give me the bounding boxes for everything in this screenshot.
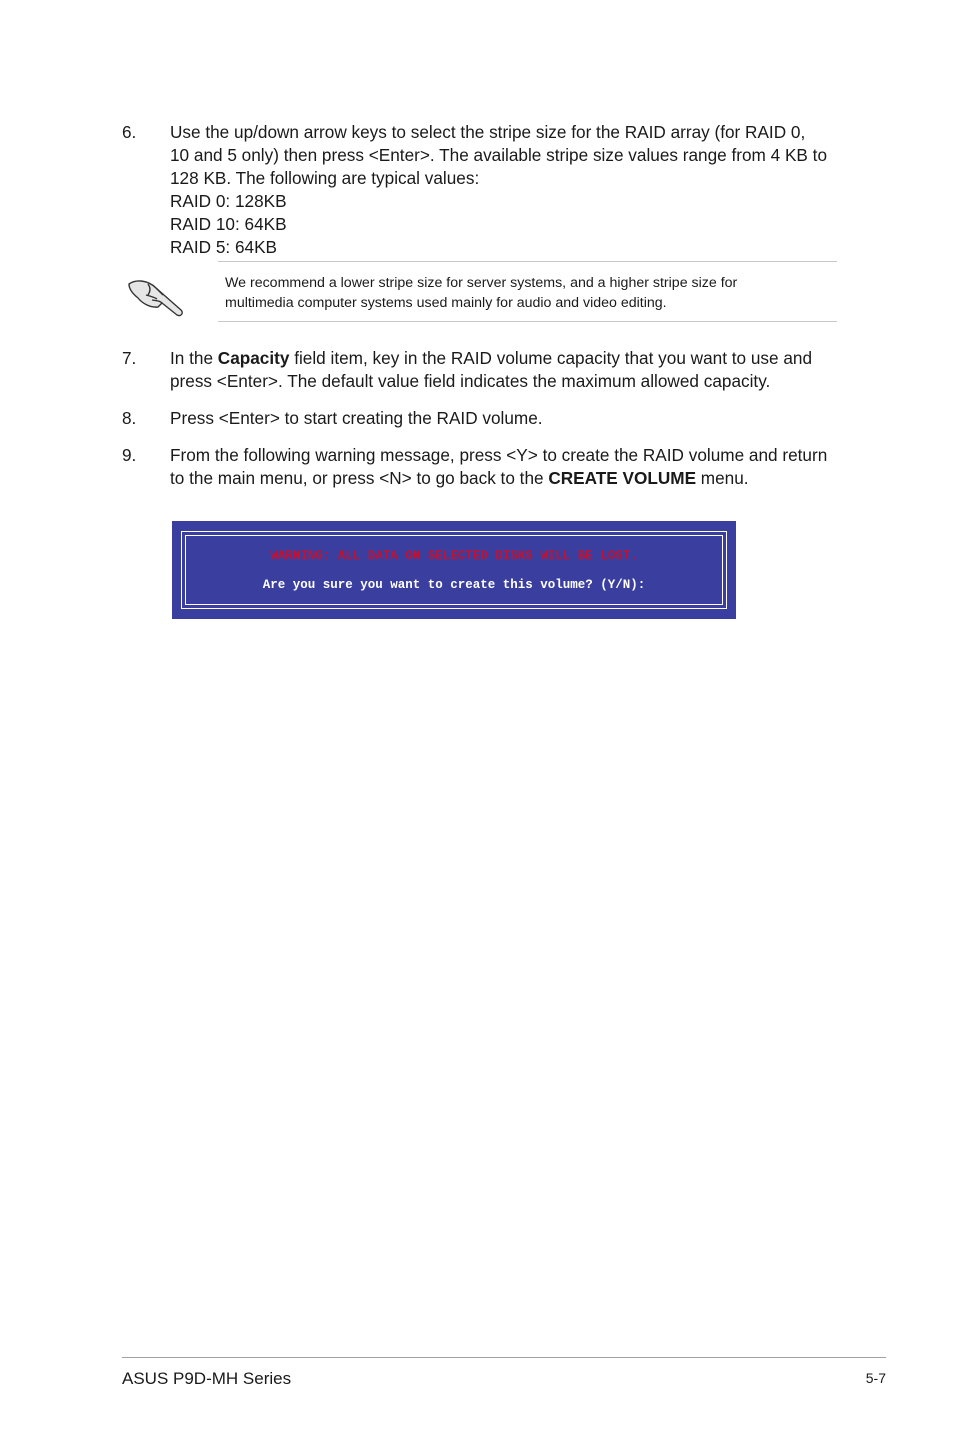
note-line: multimedia computer systems used mainly for audio and video editing. — [225, 295, 667, 311]
note-box — [218, 261, 837, 322]
hand-pointing-icon — [126, 270, 186, 320]
step-line — [170, 347, 842, 370]
raid0-value: RAID 0: 128KB — [170, 191, 287, 211]
step-body — [170, 121, 842, 259]
page-number: 5-7 — [865, 1370, 886, 1386]
raid-warning-dialog — [172, 521, 736, 619]
step-line: Press <Enter> to start creating the RAID volume. — [170, 408, 543, 428]
step-number: 6. — [122, 122, 137, 142]
dialog-frame — [181, 531, 727, 609]
dialog-inner-frame — [185, 535, 723, 605]
raid5-value: RAID 5: 64KB — [170, 237, 277, 257]
step-number: 8. — [122, 408, 137, 428]
text-run: field item, key in the RAID volume capacity that you want to use and — [289, 348, 813, 368]
text-run: menu. — [696, 468, 749, 488]
step-6 — [122, 121, 842, 259]
step-number: 9. — [122, 445, 137, 465]
text-run: In the — [170, 348, 218, 368]
footer-divider — [122, 1357, 886, 1358]
step-8 — [122, 407, 842, 430]
create-volume-label: CREATE VOLUME — [548, 468, 697, 488]
step-line: press <Enter>. The default value field indicates the maximum allowed capacity. — [170, 371, 771, 391]
capacity-label: Capacity — [217, 348, 290, 368]
step-7 — [122, 347, 842, 393]
step-body — [170, 407, 842, 430]
warning-message: WARNING: ALL DATA ON SELECTED DISKS WILL BE LOST. — [270, 549, 638, 563]
step-number: 7. — [122, 348, 137, 368]
step-line: 128 KB. The following are typical values: — [170, 168, 480, 188]
step-9 — [122, 444, 842, 490]
step-body — [170, 444, 842, 490]
step-line: 10 and 5 only) then press <Enter>. The available stripe size values range from 4 KB to — [170, 145, 828, 165]
note-text — [225, 273, 737, 313]
note-line: We recommend a lower stripe size for server systems, and a higher stripe size for — [225, 275, 738, 291]
text-run: to the main menu, or press <N> to go back to the — [170, 468, 549, 488]
raid10-value: RAID 10: 64KB — [170, 214, 287, 234]
step-line — [170, 467, 842, 490]
footer-product-name: ASUS P9D-MH Series — [122, 1369, 292, 1388]
step-line: From the following warning message, press <Y> to create the RAID volume and return — [170, 445, 828, 465]
step-line: Use the up/down arrow keys to select the stripe size for the RAID array (for RAID 0, — [170, 122, 806, 142]
step-body — [170, 347, 842, 393]
confirm-prompt: Are you sure you want to create this volume? (Y/N): — [262, 578, 646, 592]
